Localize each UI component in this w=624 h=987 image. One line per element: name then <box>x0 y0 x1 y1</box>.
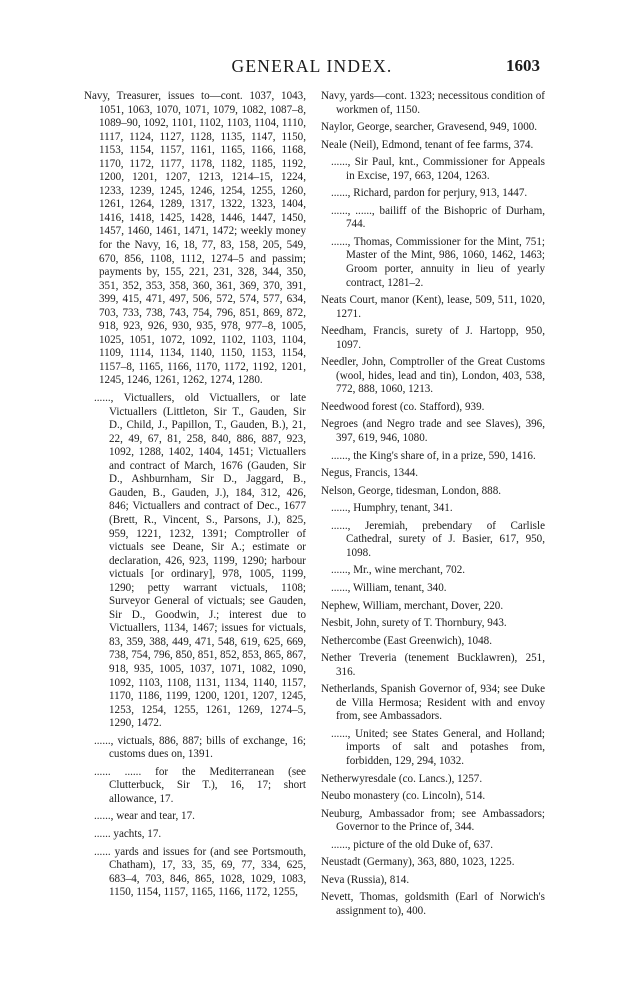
index-entry: Nevett, Thomas, goldsmith (Earl of Norwich's assignment to), 400. <box>321 891 545 917</box>
index-entry: ......, picture of the old Duke of, 637. <box>331 838 494 851</box>
index-entry: Naylor, George, searcher, Gravesend, 949, 1000. <box>321 121 538 134</box>
index-entry: ......, Mr., wine merchant, 702. <box>331 564 466 577</box>
index-entry: Neats Court, manor (Kent), lease, 509, 511, 1020, 1271. <box>321 294 545 320</box>
index-entry: Neuburg, Ambassador from; see Ambassadors; Governor to the Prince of, 344. <box>321 807 545 834</box>
index-entry: Needwood forest (co. Stafford), 939. <box>321 400 485 413</box>
index-entry: Neustadt (Germany), 363, 880, 1023, 1225. <box>321 856 515 869</box>
index-entry: ...... yards and issues for (and see Portsmouth, Chatham), 17, 33, 35, 69, 77, 334, 625, 683–4, 703, 846, 865, 1028, 1029, 1083, 1150, 1154, 1157, 1165, 1166, 1172, 1255, <box>94 845 306 899</box>
index-entry: ......, Humphry, tenant, 341. <box>331 502 453 515</box>
index-entry: Nether Treveria (tenement Bucklawren), 251, 316. <box>321 652 545 678</box>
index-entry: ......, Victuallers, old Victuallers, or late Victuallers (Littleton, Sir T., Gauden, Sir D., Child, J., Papillon, T., Gauden, B.), 21, 22, 49, 67, 81, 258, 840, 886, 887, 923, 1092, 1288, 1402, 1404, 1451; Victuallers and contract of March, 1676 (Gauden, Sir D., Ashburnham, Sir D., Jaggard, B., Gauden, B., Gauden, J.), 184, 312, 426, 846; Victuallers and contract of Dec., 1677 (Brett, R., Vincent, S., Parsons, J.), 825, 959, 1221, 1232, 1391; Comptroller of victuals see Deane, Sir A.; estimate or declaration, 426, 923, 1199, 1290; harbour victuals [or ordinary], 978, 1005, 1199, 1290; petty warrant victuals, 1108; Surveyor General of victuals; see Gauden, Sir D., Goodwin, J.; interest due to Victuallers, 1134, 1467; issues for victuals, 83, 359, 388, 449, 471, 548, 619, 625, 669, 738, 754, 796, 850, 851, 852, 853, 865, 867, 918, 935, 1005, 1037, 1071, 1082, 1090, 1092, 1103, 1108, 1131, 1134, 1140, 1157, 1170, 1186, 1199, 1200, 1201, 1207, 1245, 1253, 1254, 1255, 1261, 1269, 1274–5, 1290, 1472. <box>94 392 306 730</box>
index-entry: ...... ...... for the Mediterranean (see Clutterbuck, Sir T.), 16, 17; short allowance, 17. <box>94 765 306 805</box>
index-entry: Netherwyresdale (co. Lancs.), 1257. <box>321 772 483 785</box>
index-entry: Neale (Neil), Edmond, tenant of fee farms, 374. <box>321 138 534 151</box>
index-entry: ......, Richard, pardon for perjury, 913, 1447. <box>331 187 528 200</box>
index-entry: ......, ......, bailiff of the Bishopric of Durham, 744. <box>331 204 545 231</box>
index-entry: ......, United; see States General, and Holland; imports of salt and potashes from, forbidden, 129, 294, 1032. <box>331 727 545 767</box>
index-entry: ......, wear and tear, 17. <box>94 810 195 823</box>
index-entry: ......, Thomas, Commissioner for the Mint, 751; Master of the Mint, 986, 1060, 1462, 1463; Groom porter, annuity in lieu of yearly contract, 1281–2. <box>331 235 545 289</box>
index-entry: Neubo monastery (co. Lincoln), 514. <box>321 790 486 803</box>
index-entry: Navy, yards—cont. 1323; necessitous condition of workmen of, 1150. <box>321 90 545 116</box>
index-entry: ......, Jeremiah, prebendary of Carlisle Cathedral, surety of J. Basier, 617, 950, 1098. <box>331 519 545 559</box>
index-entry: Nesbit, John, surety of T. Thornbury, 943. <box>321 617 507 630</box>
index-entry: Nephew, William, merchant, Dover, 220. <box>321 599 504 612</box>
index-column-left <box>84 90 306 904</box>
page-number: 1603 <box>506 56 540 75</box>
index-entry: ......, the King's share of, in a prize, 590, 1416. <box>331 449 536 462</box>
index-entry: Negroes (and Negro trade and see Slaves), 396, 397, 619, 946, 1080. <box>321 418 545 445</box>
index-entry: ......, William, tenant, 340. <box>331 581 447 594</box>
index-entry: Netherlands, Spanish Governor of, 934; see Duke de Villa Hermosa; Resident with and envoy from, see Ambassadors. <box>321 683 545 723</box>
index-entry: Needler, John, Comptroller of the Great Customs (wool, hides, lead and tin), London, 403, 538, 772, 888, 1060, 1213. <box>321 356 545 396</box>
index-entry: ......, Sir Paul, knt., Commissioner for Appeals in Excise, 197, 663, 1204, 1263. <box>331 156 545 182</box>
page-header <box>0 56 624 82</box>
index-entry: Nelson, George, tidesman, London, 888. <box>321 484 502 497</box>
index-entry: ......, victuals, 886, 887; bills of exchange, 16; customs dues on, 1391. <box>94 734 306 761</box>
index-entry: Navy, Treasurer, issues to—cont. 1037, 1043, 1051, 1063, 1070, 1071, 1079, 1082, 1087–8, 1089–90, 1092, 1101, 1102, 1103, 1104, 1110, 1117, 1124, 1127, 1128, 1135, 1147, 1150, 1153, 1154, 1157, 1161, 1165, 1166, 1168, 1170, 1172, 1177, 1178, 1182, 1185, 1192, 1200, 1201, 1207, 1213, 1214–15, 1224, 1233, 1239, 1245, 1246, 1254, 1255, 1260, 1261, 1264, 1289, 1317, 1322, 1323, 1404, 1416, 1418, 1425, 1428, 1446, 1447, 1450, 1457, 1460, 1461, 1471, 1472; weekly money for the Navy, 16, 18, 77, 83, 158, 205, 549, 670, 856, 1108, 1112, 1274–5 and passim; payments by, 155, 221, 231, 328, 344, 350, 351, 352, 353, 358, 360, 361, 369, 370, 391, 399, 415, 471, 497, 506, 572, 574, 577, 634, 703, 733, 738, 743, 754, 796, 851, 869, 872, 918, 923, 926, 930, 935, 978, 977–8, 1005, 1025, 1051, 1072, 1092, 1102, 1103, 1104, 1109, 1114, 1134, 1140, 1150, 1153, 1154, 1157–8, 1165, 1166, 1170, 1172, 1192, 1201, 1245, 1246, 1261, 1262, 1274, 1280. <box>84 90 306 387</box>
index-column-right <box>321 90 545 922</box>
index-entry: Neva (Russia), 814. <box>321 873 410 886</box>
index-entry: Nethercombe (East Greenwich), 1048. <box>321 634 492 647</box>
index-entry: ...... yachts, 17. <box>94 827 162 840</box>
index-entry: Needham, Francis, surety of J. Hartopp, 950, 1097. <box>321 325 545 351</box>
index-entry: Negus, Francis, 1344. <box>321 467 419 480</box>
page-title: GENERAL INDEX. <box>231 56 393 76</box>
